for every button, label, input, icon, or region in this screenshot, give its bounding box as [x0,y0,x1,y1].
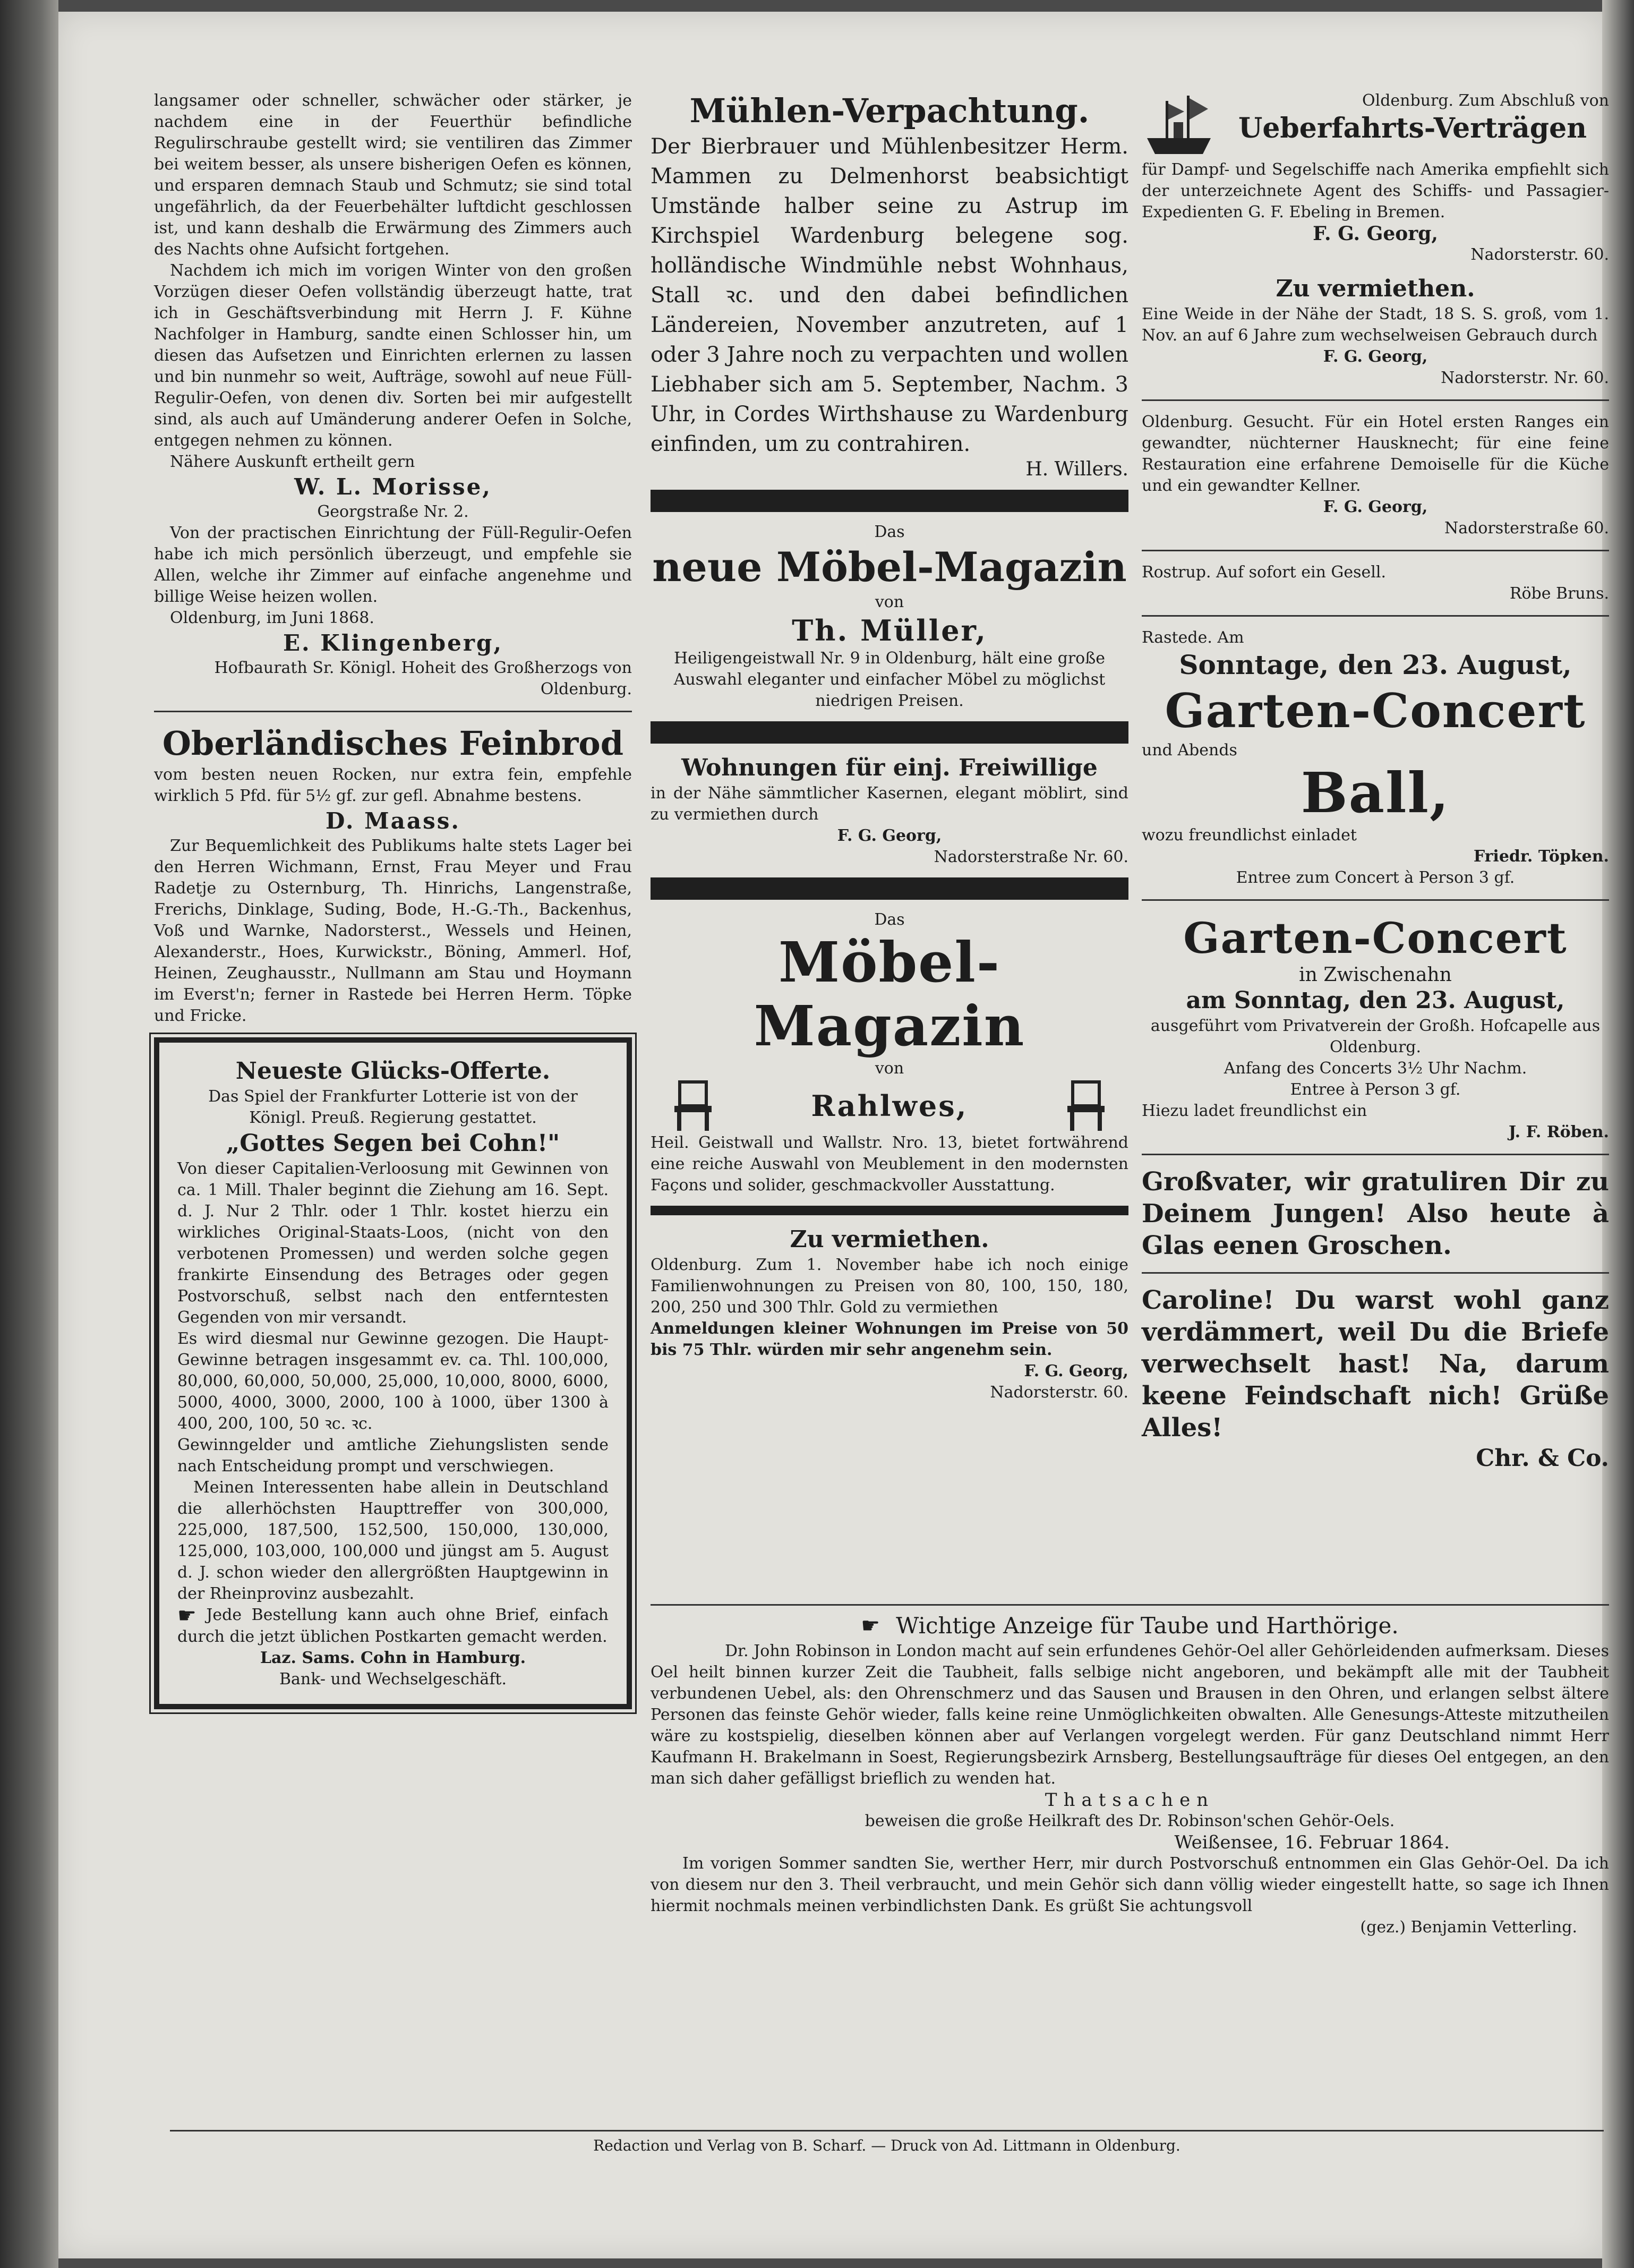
moebel1-das: Das [874,523,905,541]
concert2-place: in Zwischenahn [1299,964,1452,986]
gesucht-address: Nadorsterstraße 60. [1444,519,1609,538]
divider [1142,615,1609,617]
weide-ad [1142,274,1609,389]
oven-ad-text-1: langsamer oder schneller, schwächer oder stärker, je nachdem eine in der Feuerthür befindliche Regulirschraube gestellt wird; sie ventiliren das Zimmer bei weitem besser, als unsere bisherigen Oefen es können, und ersparen demnach Staub und Schmutz; sie sind total ungefährlich, da der Feuerbehälter luftdicht geschlossen ist, und kann deshalb die Erwärmung des Zimmers auch des Nachts ohne Aufsicht fortgehen. [154,91,632,259]
maass-text: Zur Bequemlichkeit des Publikums halte stets Lager bei den Herren Wichmann, Ernst, Frau Meyer und Frau Radetje zu Osternburg, Th. Hinrichs, Langenstraße, Frerichs, Dinklage, Suding, Bode, H.-G.-Th., Backenhus, Voß und Warnke, Nadorsterst., Wessels und Heinen, Alexanderstr., Hoes, Kurwickstr., Böning, Ammerl. Hof, Heinen, Zeughausstr., Nullmann am Stau und Hoymann im Everst'n; ferner in Rastede bei Herren Herm. Töpke und Fricke. [154,837,632,1025]
weide-address: Nadorsterstr. Nr. 60. [1441,369,1609,387]
ueberfahrt-ad [1142,90,1609,266]
concert2-time: Anfang des Concerts 3½ Uhr Nachm. [1224,1059,1527,1078]
moebel1-text: Heiligengeistwall Nr. 9 in Oldenburg, hält eine große Auswahl eleganter und einfacher Möbel zu möglichst niedrigen Preisen. [673,649,1106,710]
moebel2-das: Das [874,910,905,929]
gesucht-signature: F. G. Georg, [1323,498,1428,516]
concert1-signature: Friedr. Töpken. [1473,847,1609,866]
feinbrod-text: vom besten neuen Rocken, nur extra fein, empfehle wirklich 5 Pfd. für 5½ gf. zur gefl. Abnahme bestens. [154,765,632,805]
gehoer-thatsachen: Thatsachen [1045,1789,1215,1811]
oven-ad-text-3: Nähere Auskunft ertheilt gern [170,453,415,471]
black-bar [651,721,1128,744]
concert1-invite: wozu freundlichst einladet [1142,826,1357,845]
column-left [154,90,632,1709]
moebel2-name-row [651,1079,1128,1132]
lottery-p5-text: Jede Bestellung kann auch ohne Brief, einfach durch die jetzt üblichen Postkarten gemacht werden. [177,1606,609,1646]
concert2-title: Garten-Concert [1183,913,1568,963]
moebel1-name: Th. Müller, [792,613,987,647]
gehoer-date: Weißensee, 16. Februar 1864. [1174,1832,1450,1853]
klingenberg-name: E. Klingenberg, [283,630,503,656]
lottery-p4: Meinen Interessenten habe allein in Deutschland die allerhöchsten Haupttreffer von 300,000, 225,000, 187,500, 152,500, 150,000, 130,000, 125,000, 103,000, 100,000 und jüngst am 5. August d. J. schon wieder den allergrößten Hauptgewinn in der Rheinprovinz ausbezahlt. [177,1478,609,1603]
oven-ad [154,90,632,700]
gehoer-text: Dr. John Robinson in London macht auf sein erfundenes Gehör-Oel aller Gehörleidenden aufmerksam. Dieses Oel heilt binnen kurzer Zeit die Taubheit, falls selbige nicht angeboren, und bekämpft alle mit der Taubheit verbundenen Uebel, als: den Ohrenschmerz und das Sausen und Brausen in den Ohren, und erlangen selbst ältere Personen das feinste Gehör wieder, falls keine reine Unmöglichkeiten obwalten. Alle Genesungs-Atteste mitzutheilen wäre zu kostspielig, dieselben können aber auf Verlangen vorgelegt werden. Für ganz Deutschland nimmt Herr Kaufmann H. Brakelmann in Soest, Regierungsbezirk Arnsberg, Bestellungsaufträge für dieses Oel entgegen, an den man sich daher gefälligst brieflich zu wenden hat. [651,1642,1609,1788]
concert1-price: Entree zum Concert à Person 3 gf. [1236,868,1515,887]
vermiethen-title: Zu vermiethen. [790,1226,989,1253]
klingenberg-title: Hofbaurath Sr. Königl. Hoheit des Großherzogs von Oldenburg. [214,659,632,698]
wohnungen-address: Nadorsterstraße Nr. 60. [934,848,1128,866]
lottery-signature: Laz. Sams. Cohn in Hamburg. [260,1649,526,1667]
pointing-hand-icon: ☛ [861,1614,880,1638]
muehle-title: Mühlen-Verpachtung. [689,91,1090,130]
gratulation-ad [1142,1166,1609,1261]
concert1-ad [1142,627,1609,889]
moebel-rahlwes-ad [651,909,1128,1196]
testimonial-text: Von der practischen Einrichtung der Füll-Regulir-Oefen habe ich mich persönlich überzeugt, und empfehle sie Allen, welche ihr Zimmer auf einfache angenehme und billige Weise heizen wollen. [154,524,632,606]
column-middle [651,90,1128,1412]
moebel1-von: von [875,593,904,611]
black-bar [651,490,1128,512]
divider [1142,899,1609,901]
concert2-date: am Sonntag, den 23. August, [1186,987,1565,1014]
rostrup-signature: Röbe Bruns. [1509,584,1609,603]
gesucht-ad [1142,412,1609,539]
wohnungen-signature: F. G. Georg, [837,826,942,845]
caroline-ad [1142,1284,1609,1473]
lottery-title: Neueste Glücks-Offerte. [235,1058,551,1085]
concert1-title: Garten-Concert [1165,683,1586,738]
chair-icon [1065,1079,1107,1132]
chair-icon [672,1079,714,1132]
gratulation-text: Großvater, wir gratuliren Dir zu Deinem Jungen! Also heute à Glas eenen Groschen. [1142,1167,1609,1260]
rostrup-ad [1142,562,1609,604]
gesucht-text: Oldenburg. Gesucht. Für ein Hotel ersten Ranges ein gewandter, nüchterner Hausknecht; für eine feine Restauration eine erfahrene Demoiselle für die Küche und ein gewandter Kellner. [1142,413,1609,495]
caroline-text: Caroline! Du warst wohl ganz verdämmert, weil Du die Briefe verwechselt hast! Na, darum keene Feindschaft nich! Grüße Alles! [1142,1285,1609,1443]
ueberfahrt-signature: F. G. Georg, [1313,223,1438,245]
footer-imprint: Redaction und Verlag von B. Scharf. — Druck von Ad. Littmann in Oldenburg. [170,2130,1604,2154]
feinbrod-ad [154,723,632,1027]
lottery-intro: Das Spiel der Frankfurter Lotterie ist von der Königl. Preuß. Regierung gestattet. [208,1087,578,1127]
concert1-und: und Abends [1142,741,1237,760]
vermiethen-address: Nadorsterstr. 60. [990,1383,1128,1402]
ueberfahrt-address: Nadorsterstr. 60. [1470,245,1609,264]
lottery-ad [154,1037,632,1709]
concert2-text: ausgeführt vom Privatverein der Großh. Hofcapelle aus Oldenburg. [1150,1017,1601,1056]
gehoer-title-row [651,1611,1609,1641]
ueberfahrt-head-text [1216,90,1609,146]
lottery-p2: Es wird diesmal nur Gewinne gezogen. Die Haupt-Gewinne betragen insgesammt ev. ca. Thl. 100,000, 80,000, 60,000, 50,000, 25,000, 10,000, 8000, 6000, 5000, 4000, 3000, 2000, 100 à 1000, über 1300 à 400, 200, 100, 50 ꝛc. ꝛc. [177,1329,609,1433]
concert2-invite: Hiezu ladet freundlichst ein [1142,1102,1367,1120]
lottery-signature-2: Bank- und Wechselgeschäft. [279,1670,507,1689]
wohnungen-title: Wohnungen für einj. Freiwillige [681,754,1098,781]
gehoer-letter: Im vorigen Sommer sandten Sie, werther Herr, mir durch Postvorschuß entnommen ein Glas Gehör-Oel. Da ich von diesem nur den 3. Theil verbraucht, und mein Gehör sich dann völlig wieder eingestellt hatte, so sage ich Ihnen hiermit nochmals meinen verbindlichsten Dank. Es grüßt Sie achtungsvoll [651,1854,1609,1915]
divider [1142,1154,1609,1155]
weide-text: Eine Weide in der Nähe der Stadt, 18 S. S. groß, vom 1. Nov. an auf 6 Jahre zum wechselweisen Gebrauch durch [1142,305,1609,345]
moebel2-von: von [875,1059,904,1078]
divider [651,1604,1609,1606]
concert1-date: Sonntage, den 23. August, [1179,649,1572,680]
gehoer-title: Wichtige Anzeige für Taube und Harthörige. [896,1613,1399,1639]
lottery-p1: Von dieser Capitalien-Verloosung mit Gewinnen von ca. 1 Mill. Thaler beginnt die Ziehung am 16. Sept. d. J. Nur 2 Thlr. oder 1 Thlr. kostet hierzu ein wirkliches Original-Staats-Loos, (nicht von den verbotenen Promessen) und werden solche gegen frankirte Einsendung des Betrages oder gegen Postvorschuß, selbst nach den entferntesten Gegenden von mir versandt. [177,1159,609,1327]
ueberfahrt-head: Oldenburg. Zum Abschluß von [1362,91,1609,110]
divider [1142,399,1609,401]
wohnungen-text: in der Nähe sämmtlicher Kasernen, elegant möblirt, sind zu vermiethen durch [651,784,1128,824]
moebel2-name: Rahlwes, [811,1089,968,1123]
moebel2-title: Möbel-Magazin [754,930,1025,1059]
concert1-head: Rastede. Am [1142,628,1244,647]
concert2-ad [1142,911,1609,1143]
ship-icon [1142,90,1216,159]
feinbrod-title: Oberländisches Feinbrod [162,724,624,763]
gehoer-oel-ad [651,1604,1609,1938]
vermiethen-bold: Anmeldungen kleiner Wohnungen im Preise von 50 bis 75 Thlr. würden mir sehr angenehm sein. [651,1319,1128,1359]
morisse-address: Georgstraße Nr. 2. [317,502,469,521]
ueberfahrt-head-row [1142,90,1609,159]
weide-title: Zu vermiethen. [1276,275,1475,302]
moebel2-text: Heil. Geistwall und Wallstr. Nro. 13, bietet fortwährend eine reiche Auswahl von Meublement in den modernsten Façons und solider, geschmackvoller Ausstattung. [651,1133,1128,1195]
concert2-price: Entree à Person 3 gf. [1290,1080,1461,1099]
column-right [1142,90,1609,1482]
maass-name: D. Maass. [325,808,460,834]
weide-signature: F. G. Georg, [1323,347,1428,366]
wohnungen-ad [651,753,1128,868]
lottery-p5 [177,1605,609,1648]
divider [1142,1272,1609,1274]
ueberfahrt-title: Ueberfahrts-Verträgen [1238,112,1587,144]
vermiethen-signature: F. G. Georg, [1024,1362,1128,1380]
book-spine [0,0,58,2268]
caroline-signature: Chr. & Co. [1476,1445,1609,1472]
divider [1142,550,1609,551]
muehle-ad [651,90,1128,480]
vermiethen-ad [651,1225,1128,1403]
black-bar [651,1206,1128,1215]
vermiethen-text: Oldenburg. Zum 1. November habe ich noch einige Familienwohnungen zu Preisen von 80, 100, 150, 180, 200, 250 und 300 Thlr. Gold zu vermiethen [651,1256,1128,1317]
moebel-mueller-ad [651,522,1128,712]
morisse-name: W. L. Morisse, [294,474,492,500]
muehle-text: Der Bierbrauer und Mühlenbesitzer Herm. Mammen zu Delmenhorst beabsichtigt Umstände halber seine zu Astrup im Kirchspiel Wardenburg belegene sog. holländische Windmühle nebst Wohnhaus, Stall ꝛc. und den dabei befindlichen Ländereien, November anzutreten, auf 1 oder 3 Jahre noch zu verpachten und wollen Liebhaber sich am 5. September, Nachm. 3 Uhr, in Cordes Wirthshause zu Wardenburg einfinden, um zu contrahiren. [651,134,1128,456]
testimonial-date: Oldenburg, im Juni 1868. [170,609,374,627]
concert1-ball: Ball, [1301,760,1450,825]
lottery-slogan: „Gottes Segen bei Cohn!" [226,1130,560,1157]
gehoer-signature: (gez.) Benjamin Vetterling. [1360,1918,1577,1937]
moebel1-title: neue Möbel-Magazin [652,543,1127,591]
oven-ad-text-2: Nachdem ich mich im vorigen Winter von den großen Vorzügen dieser Oefen vollständig überzeugt hatte, trat ich in Geschäftsverbindung mit Herrn J. F. Kühne Nachfolger in Hamburg, sandte einen Schlosser hin, um diesen das Aufsetzen und Einrichten erlernen zu lassen und bin nunmehr so weit, Aufträge, sowohl auf neue Füll-Regulir-Oefen, von denen div. Sorten bei mir aufgestellt sind, als auch auf Umänderung anderer Oefen in Solche, entgegen nehmen zu können. [154,261,632,450]
lottery-p3: Gewinngelder und amtliche Ziehungslisten sende nach Entscheidung prompt und verschwiegen. [177,1436,609,1476]
concert2-signature: J. F. Röben. [1508,1123,1609,1141]
ueberfahrt-text: für Dampf- und Segelschiffe nach Amerika empfiehlt sich der unterzeichnete Agent des Schiffs- und Passagier-Expedienten G. F. Ebeling in Bremen. [1142,160,1609,221]
black-bar [651,877,1128,900]
muehle-signature: H. Willers. [1025,458,1128,480]
pointing-hand-icon: ☛ [177,1604,196,1628]
rostrup-text: Rostrup. Auf sofort ein Gesell. [1142,563,1387,582]
divider [154,711,632,712]
gehoer-beweisen: beweisen die große Heilkraft des Dr. Robinson'schen Gehör-Oels. [865,1812,1395,1830]
